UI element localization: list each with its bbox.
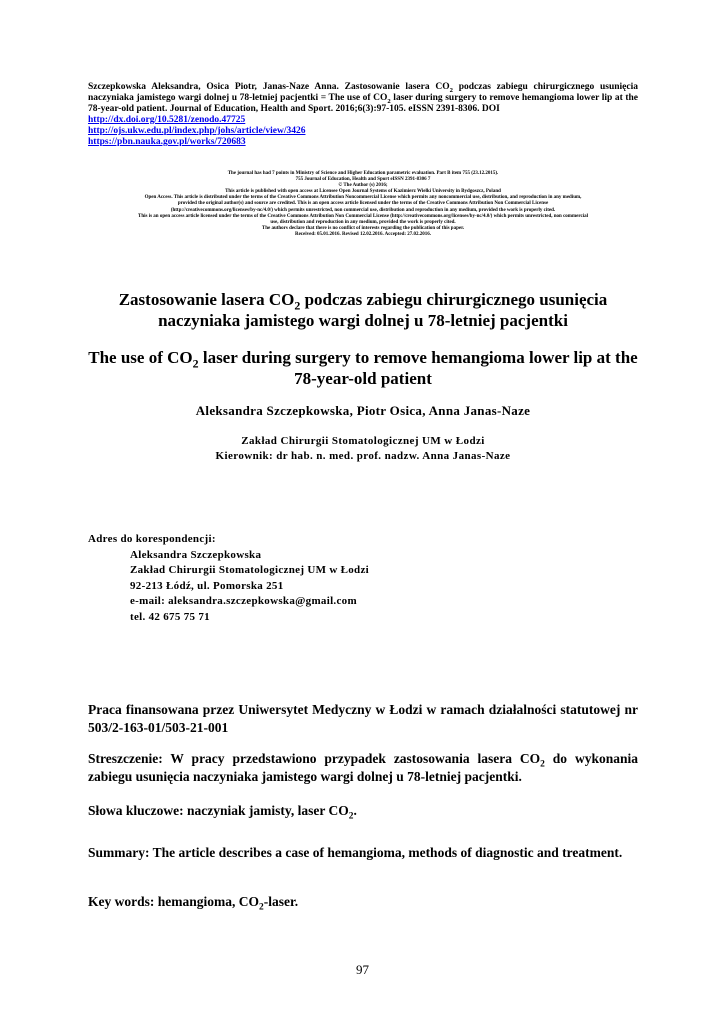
correspondence-address: 92-213 Łódź, ul. Pomorska 251 (130, 579, 284, 592)
correspondence-department: Zakład Chirurgii Stomatologicznej UM w Łodzi (130, 564, 370, 576)
keywords-english: Key words: hemangioma, $CO_2$-laser. (88, 894, 299, 913)
correspondence-heading: Adres do korespondencji: (88, 533, 216, 545)
journal-article-link[interactable]: http://ojs.ukw.edu.pl/index.php/johs/article/view/3426 (88, 126, 306, 136)
summary-english: Summary: The article describes a case of hemangioma, methods of diagnostic and treatment. (88, 845, 623, 860)
correspondence-phone: tel. 42 675 75 71 (130, 610, 210, 623)
affiliation-head: Kierownik: dr hab. n. med. prof. nadzw. Anna Janas-Naze (215, 450, 511, 462)
doi-link[interactable]: http://dx.doi.org/10.5281/zenodo.47725 (88, 115, 246, 125)
notice-line: 755 Journal of Education, Health and Sport eISSN 2391-8306 7 (295, 177, 431, 183)
notice-line: The journal has had 7 points in Ministry of Science and Higher Education parametric evaluation. Part B item 755 (23.12.2015). (227, 171, 499, 176)
affiliation (88, 434, 638, 464)
abstract-polish: Streszczenie: W pracy przedstawiono przypadek zastosowania lasera $CO_2$ do wykonania zabiegu usunięcia naczyniaka jamistego wargi dolnej u 78-letniej pacjentki. (88, 751, 638, 784)
funding-statement: Praca finansowana przez Uniwersytet Medyczny w Łodzi w ramach działalności statutowej nr 503/2-163-01/503-21-001 (88, 702, 638, 735)
title-english: The use of $CO_2$ laser during surgery to remove hemangioma lower lip at the 78-year-old patient (88, 348, 638, 388)
authors: Aleksandra Szczepkowska, Piotr Osica, Anna Janas-Naze (195, 403, 531, 418)
notice-line: This is an open access article licensed under the terms of the Creative Commons Attribution Non Commercial License (http://creativecommons.org/licenses/by-nc/4.0/) which permits unrestricted, non commercial (138, 213, 588, 219)
correspondence-name: Aleksandra Szczepkowska (130, 548, 262, 561)
notice-line: The authors declare that there is no conflict of interests regarding the publication of this paper. (261, 225, 465, 231)
correspondence-block (88, 532, 638, 625)
pbn-link[interactable]: https://pbn.nauka.gov.pl/works/720683 (88, 137, 246, 147)
notice-line: Received: 05.01.2016. Revised 12.02.2016. Accepted: 27.02.2016. (294, 231, 432, 237)
affiliation-department: Zakład Chirurgii Stomatologicznej UM w Łodzi (241, 435, 485, 447)
citation-block (88, 82, 638, 148)
notice-line: provided the original author(s) and source are credited. This is an open access article licensed under the terms of the Creative Commons Attribution Non Commercial License (177, 201, 549, 207)
license-notice (88, 171, 638, 238)
notice-line: This article is published with open access at Licensee Open Journal Systems of Kazimierz Wielki University in Bydgoszcz, Poland (225, 189, 501, 195)
notice-line: © The Author (s) 2016; (338, 183, 388, 189)
notice-line: (http://creativecommons.org/licenses/by-nc/4.0/) which permits unrestricted, non commercial use, distribution and reproduction in any medium, provided the work is properly cited. (170, 207, 556, 213)
notice-line: Open Access. This article is distributed under the terms of the Creative Commons Attribution Noncommercial License which permits any noncommercial use, distribution, and reproduction in any medium, (144, 195, 582, 201)
notice-line: use, distribution and reproduction in any medium, provided the work is properly cited. (270, 219, 456, 225)
page-number: 97 (356, 962, 369, 977)
title-polish: Zastosowanie lasera $CO_2$ podczas zabiegu chirurgicznego usunięcia naczyniaka jamistego wargi dolnej u 78-letniej pacjentki (118, 290, 608, 330)
citation-text: Szczepkowska Aleksandra, Osica Piotr, Janas-Naze Anna. Zastosowanie lasera $CO_2$ podczas zabiegu chirurgicznego usunięcia naczyniaka jamistego wargi dolnej u 78-letniej pacjentki = The use of $CO_2$ laser during surgery to remove hemangioma lower lip at the 78-year-old patient. Journal of Education, Health and Sport. 2016;6(3):97-105. eISSN 2391-8306. DOI (88, 82, 639, 114)
correspondence-email: e-mail: aleksandra.szczepkowska@gmail.com (130, 595, 357, 607)
keywords-polish: Słowa kluczowe: naczyniak jamisty, laser $CO_2$. (88, 803, 357, 822)
